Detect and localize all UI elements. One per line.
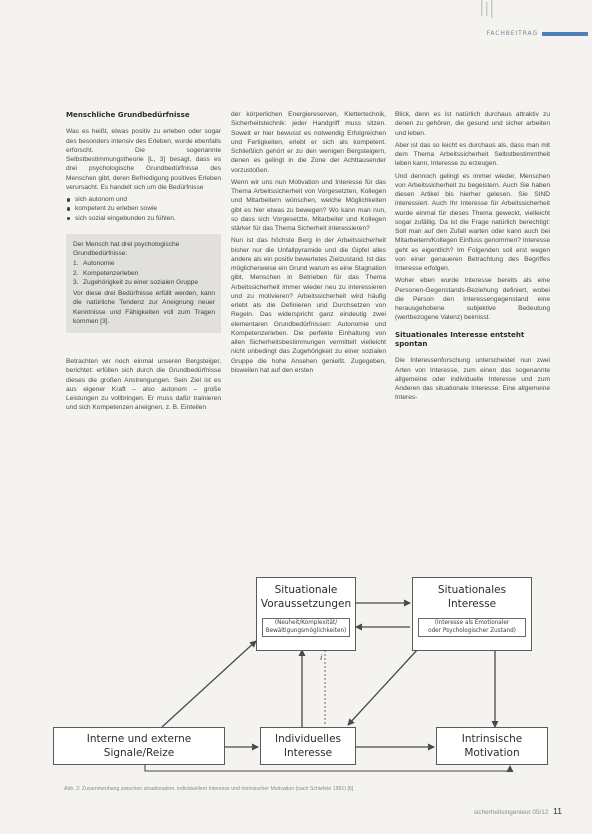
box-situationale-voraussetzungen: [256, 577, 356, 651]
box-title: Interesse: [283, 746, 333, 759]
bullet-item: sich sozial eingebunden zu fühlen.: [66, 214, 221, 223]
paragraph: Und dennoch gelingt es immer wieder, Menschen von Arbeitssicherheit zu begeistern. Auch Sie haben diesen Artikel bis hierher gelesen. Sie SIND interessiert. Auch Ihr Interesse für Arbeitssicherheit wurde einmal für dieses Thema geweckt, vielleicht sogar zufällig. Da ist die Frage natürlich berechtigt: Soll man auf den Zufall warten oder kann auch bei Mitarbeitern/Kollegen Einfluss genommen? Interesse geht es eigentlich? Im Folgenden soll erst wegen von einer genaueren Betrachtung des Begriffes Interesse erfolgen.: [395, 172, 550, 272]
paragraph: Betrachten wir noch einmal unseren Bergsteiger, berichtet: erfüllen sich durch die Grundbedürfnisse dieses die großen Anstrengungen. Sein Ziel ist es aus eigener Kraft – also autonom – große Leistungen zu vollbringen. Er muss dafür trainieren und sich Kompetenzen aneignen, z. B. Einteilen: [66, 358, 221, 412]
paragraph: Was es heißt, etwas positiv zu erleben oder sogar des besonders intensiv des Erleben, wurde ebenfalls erforscht. Die sogenannte Selbstbestimmungstheorie [L, 3] besagt, dass es drei psychologische Grundbedürfnisse des Menschen gibt, deren Befriedigung positives Erleben verursacht. Es handelt sich um die Bedürfnisse: [66, 128, 221, 191]
corner-decoration-icon: [478, 0, 504, 22]
paragraph: Blick, denn es ist natürlich durchaus attraktiv zu denen zu gehören, die gesund und sicher arbeiten und leben.: [395, 111, 550, 137]
figure-caption: Abb. 2: Zusammenhang zwischen situationalem, individuellem Interesse und intrinsischer Motivation (nach Schiefele 1991) [6]: [64, 786, 354, 792]
text-column-3: [395, 110, 550, 406]
section-rubric: FACHBEITRAG: [486, 30, 538, 37]
section-heading-grundbeduerfnisse: Menschliche Grundbedürfnisse: [66, 110, 190, 119]
page-footer: [474, 806, 562, 816]
text-column-2: [231, 110, 386, 378]
box-title: Situationale: [274, 584, 338, 596]
box-intrinsische-motivation: [436, 727, 548, 765]
paragraph: Nun ist das höchste Berg in der Arbeitssicherheit bisher nur die Unfallpyramide und die Gipfel alles andere als ein positiv bewertetes Zielzustand. Ist das möglicherweise ein Grund warum es eine Stagnation gibt, Menschen in Betrieben für das Thema Arbeitssicherheit immer wieder neu zu interessieren und zu motivieren? Arbeitssicherheit wird häufig erlebt als die Definieren und Durchsetzen von Regeln. Das widerspricht ganz eindeutig zwei elementaren Grundbedürfnissen: Autonomie und Kompetenzerleben. Die perfekte Einhaltung von allen Sicherheitsbestimmungen vermittelt vielleicht nicht unbedingt das Zugehörigkeit zu einer sozialen Gruppe die hohe Ansehen genießt. Zugegeben, bisweilen hat auf den ersten: [231, 237, 386, 374]
box-title: Interesse: [447, 597, 497, 610]
info-box-list: [73, 259, 215, 287]
paragraph: der körperlichen Energiereserven, Klettertechnik, Sicherheitstechnik: jeder Handgriff muss sitzen. Soweit er hier bewusst es notwendig Erfolgreichen und Fertigkeiten, erlebt er sich als kompetent. Schließlich gehört er zu den wenigen Bergsteigern, denen es gelingt in die Zone der Achttausender vorzustoßen.: [231, 111, 386, 174]
rubric-accent-bar: [542, 32, 588, 36]
box-title: Situationales: [437, 584, 507, 596]
box-title: Intrinsische: [461, 733, 523, 745]
info-box-intro: Der Mensch hat drei psychologische Grundbedürfnisse:: [73, 240, 180, 258]
paragraph: Woher eben wurde Interesse bereits als eine Personen-Gegenstands-Beziehung definiert, wobei die Person den Interessengegenstand eine herausgehobene subjektive Bedeutung (wertbezogene Valenz) beimisst.: [395, 277, 550, 322]
diagram-label-i: i: [320, 652, 323, 662]
box-title: Motivation: [464, 746, 520, 759]
needs-bullet-list: [66, 195, 221, 223]
paragraph: Die Interessenforschung unterscheidet nun zwei Arten von Interesse, zum einen das sogenannte allgemeine oder individuelle Interesse und zum Anderen das situationale Interesse. Eine allgemeine Interes-: [395, 357, 550, 402]
info-box-item: 3. Zugehörigkeit zu einer sozialen Gruppe: [73, 278, 199, 286]
info-box-item: 2. Kompetenzerleben: [73, 269, 139, 277]
box-title: Interne und externe: [86, 733, 192, 745]
section-heading-situationales-interesse: Situationales Interesse entsteht spontan: [395, 329, 525, 348]
box-individuelles-interesse: [260, 727, 356, 765]
box-subtext: (Neuheit/Komplexität/ Bewältigungsmöglichkeiten): [262, 618, 350, 637]
box-interne-externe-signale: [53, 727, 225, 765]
info-box-item: 1. Autonomie: [73, 260, 115, 268]
journal-name: sicherheitsingenieur 05/12: [473, 809, 549, 816]
paragraph: Aber ist das so leicht es durchaus als, dass man mit dem Thema Arbeitssicherheit Selbstbestimmtheit leben kann, Interesse zu erzeugen.: [395, 141, 550, 168]
arrow-si-to-ind: [348, 649, 418, 725]
arrow-ext-to-sv: [162, 641, 256, 727]
bullet-item: kompetent zu erleben sowie: [66, 204, 221, 213]
box-subtext: (Interesse als Emotionaler oder Psychologischer Zustand): [418, 618, 526, 637]
bullet-item: sich autonom und: [66, 195, 221, 204]
box-title: Signale/Reize: [103, 746, 175, 759]
text-column-1: [66, 110, 221, 416]
info-box-outro: Vor diese drei Bedürfnisse erfüllt werden, kann die natürliche Tendenz zur Aneignung neuer Kenntnisse und Fähigkeiten voll zum Tragen kommen [3].: [73, 290, 215, 325]
paragraph: Wenn wir uns nun Motivation und Interesse für das Thema Arbeitssicherheit von Vorgesetzten, Kollegen und Mitarbeitern wünschen, welche Möglichkeiten gibt es hier etwas zu bewegen? Wo kann man nun, so dass sich Vorgesetzte, Mitarbeiter und Kollegen stärker für das Thema Sicherheit interessieren?: [231, 178, 386, 232]
box-situationales-interesse: [412, 577, 532, 651]
box-title: Voraussetzungen: [260, 597, 352, 610]
info-box: [66, 234, 221, 333]
page-number: 11: [553, 806, 562, 816]
box-title: Individuelles: [274, 733, 341, 745]
interest-model-diagram: [50, 575, 582, 775]
